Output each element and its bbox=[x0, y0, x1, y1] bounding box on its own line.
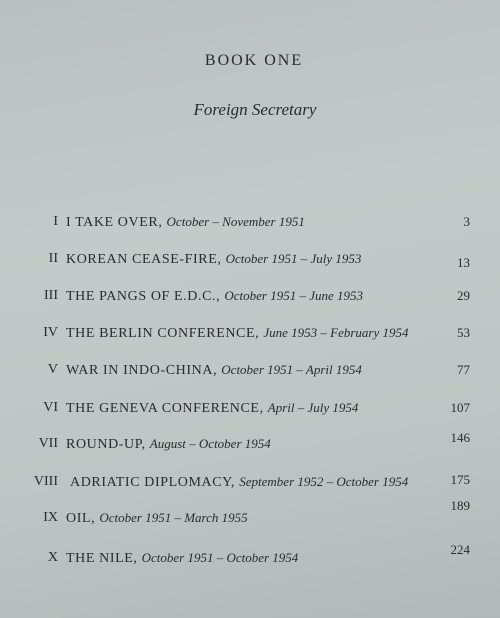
chapter-title-text: KOREAN CEASE-FIRE, bbox=[66, 252, 222, 267]
chapter-number: VIII bbox=[33, 474, 58, 489]
chapter-dates: September 1952 – October 1954 bbox=[239, 474, 409, 489]
chapter-title bbox=[66, 506, 248, 531]
chapter-number: VI bbox=[43, 400, 58, 415]
chapter-title-text: THE BERLIN CONFERENCE, bbox=[66, 326, 260, 341]
chapter-title-text: THE PANGS OF E.D.C., bbox=[66, 289, 221, 304]
toc-entry bbox=[0, 321, 500, 345]
chapter-dates: October – November 1951 bbox=[166, 214, 305, 229]
chapter-number: III bbox=[44, 288, 58, 303]
chapter-dates: October 1951 – June 1953 bbox=[224, 288, 363, 303]
table-of-contents bbox=[0, 210, 500, 590]
chapter-dates: August – October 1954 bbox=[149, 436, 271, 451]
chapter-page: 53 bbox=[457, 325, 470, 340]
chapter-title bbox=[66, 546, 298, 571]
toc-entry bbox=[0, 470, 500, 494]
chapter-number: VII bbox=[38, 436, 58, 451]
toc-entry bbox=[0, 498, 500, 530]
chapter-page: 29 bbox=[457, 288, 470, 303]
chapter-title-text: THE GENEVA CONFERENCE, bbox=[66, 401, 264, 416]
toc-entry bbox=[0, 396, 500, 420]
chapter-page: 175 bbox=[450, 472, 470, 487]
chapter-title bbox=[66, 210, 305, 235]
chapter-title-text: ROUND-UP, bbox=[66, 437, 146, 452]
chapter-title bbox=[66, 284, 363, 309]
chapter-title-text: I TAKE OVER, bbox=[66, 215, 163, 230]
book-title: BOOK ONE bbox=[204, 52, 304, 69]
toc-entry bbox=[0, 284, 500, 308]
chapter-dates: June 1953 – February 1954 bbox=[263, 325, 409, 340]
chapter-page: 3 bbox=[463, 214, 470, 229]
chapter-page: 189 bbox=[450, 498, 470, 513]
chapter-number: IV bbox=[43, 325, 58, 340]
chapter-dates: October 1951 – March 1955 bbox=[99, 510, 248, 525]
chapter-title-text: OIL, bbox=[66, 511, 96, 526]
chapter-title bbox=[66, 358, 362, 383]
chapter-title bbox=[66, 247, 361, 272]
chapter-page: 107 bbox=[450, 400, 470, 415]
book-subtitle: Foreign Secretary bbox=[193, 100, 317, 119]
chapter-number: V bbox=[47, 362, 58, 377]
chapter-title bbox=[70, 470, 408, 495]
chapter-title bbox=[66, 321, 409, 346]
chapter-page: 146 bbox=[450, 430, 470, 445]
chapter-title bbox=[66, 396, 358, 421]
chapter-title-text: WAR IN INDO-CHINA, bbox=[66, 363, 218, 378]
chapter-page: 13 bbox=[457, 255, 470, 270]
toc-entry bbox=[0, 432, 500, 456]
chapter-number: X bbox=[47, 550, 58, 565]
chapter-title bbox=[66, 432, 271, 457]
toc-entry bbox=[0, 358, 500, 382]
chapter-dates: October 1951 – April 1954 bbox=[221, 362, 362, 377]
chapter-title-text: THE NILE, bbox=[66, 551, 138, 566]
chapter-dates: October 1951 – July 1953 bbox=[225, 251, 362, 266]
chapter-number: I bbox=[53, 214, 58, 229]
toc-entry bbox=[0, 247, 500, 271]
chapter-page: 224 bbox=[450, 542, 470, 557]
chapter-number: II bbox=[48, 251, 58, 266]
chapter-dates: October 1951 – October 1954 bbox=[141, 550, 299, 565]
toc-entry bbox=[0, 210, 500, 234]
chapter-title-text: ADRIATIC DIPLOMACY, bbox=[70, 475, 236, 490]
toc-entry bbox=[0, 542, 500, 570]
chapter-dates: April – July 1954 bbox=[267, 400, 359, 415]
chapter-page: 77 bbox=[457, 362, 470, 377]
chapter-number: IX bbox=[43, 510, 58, 525]
